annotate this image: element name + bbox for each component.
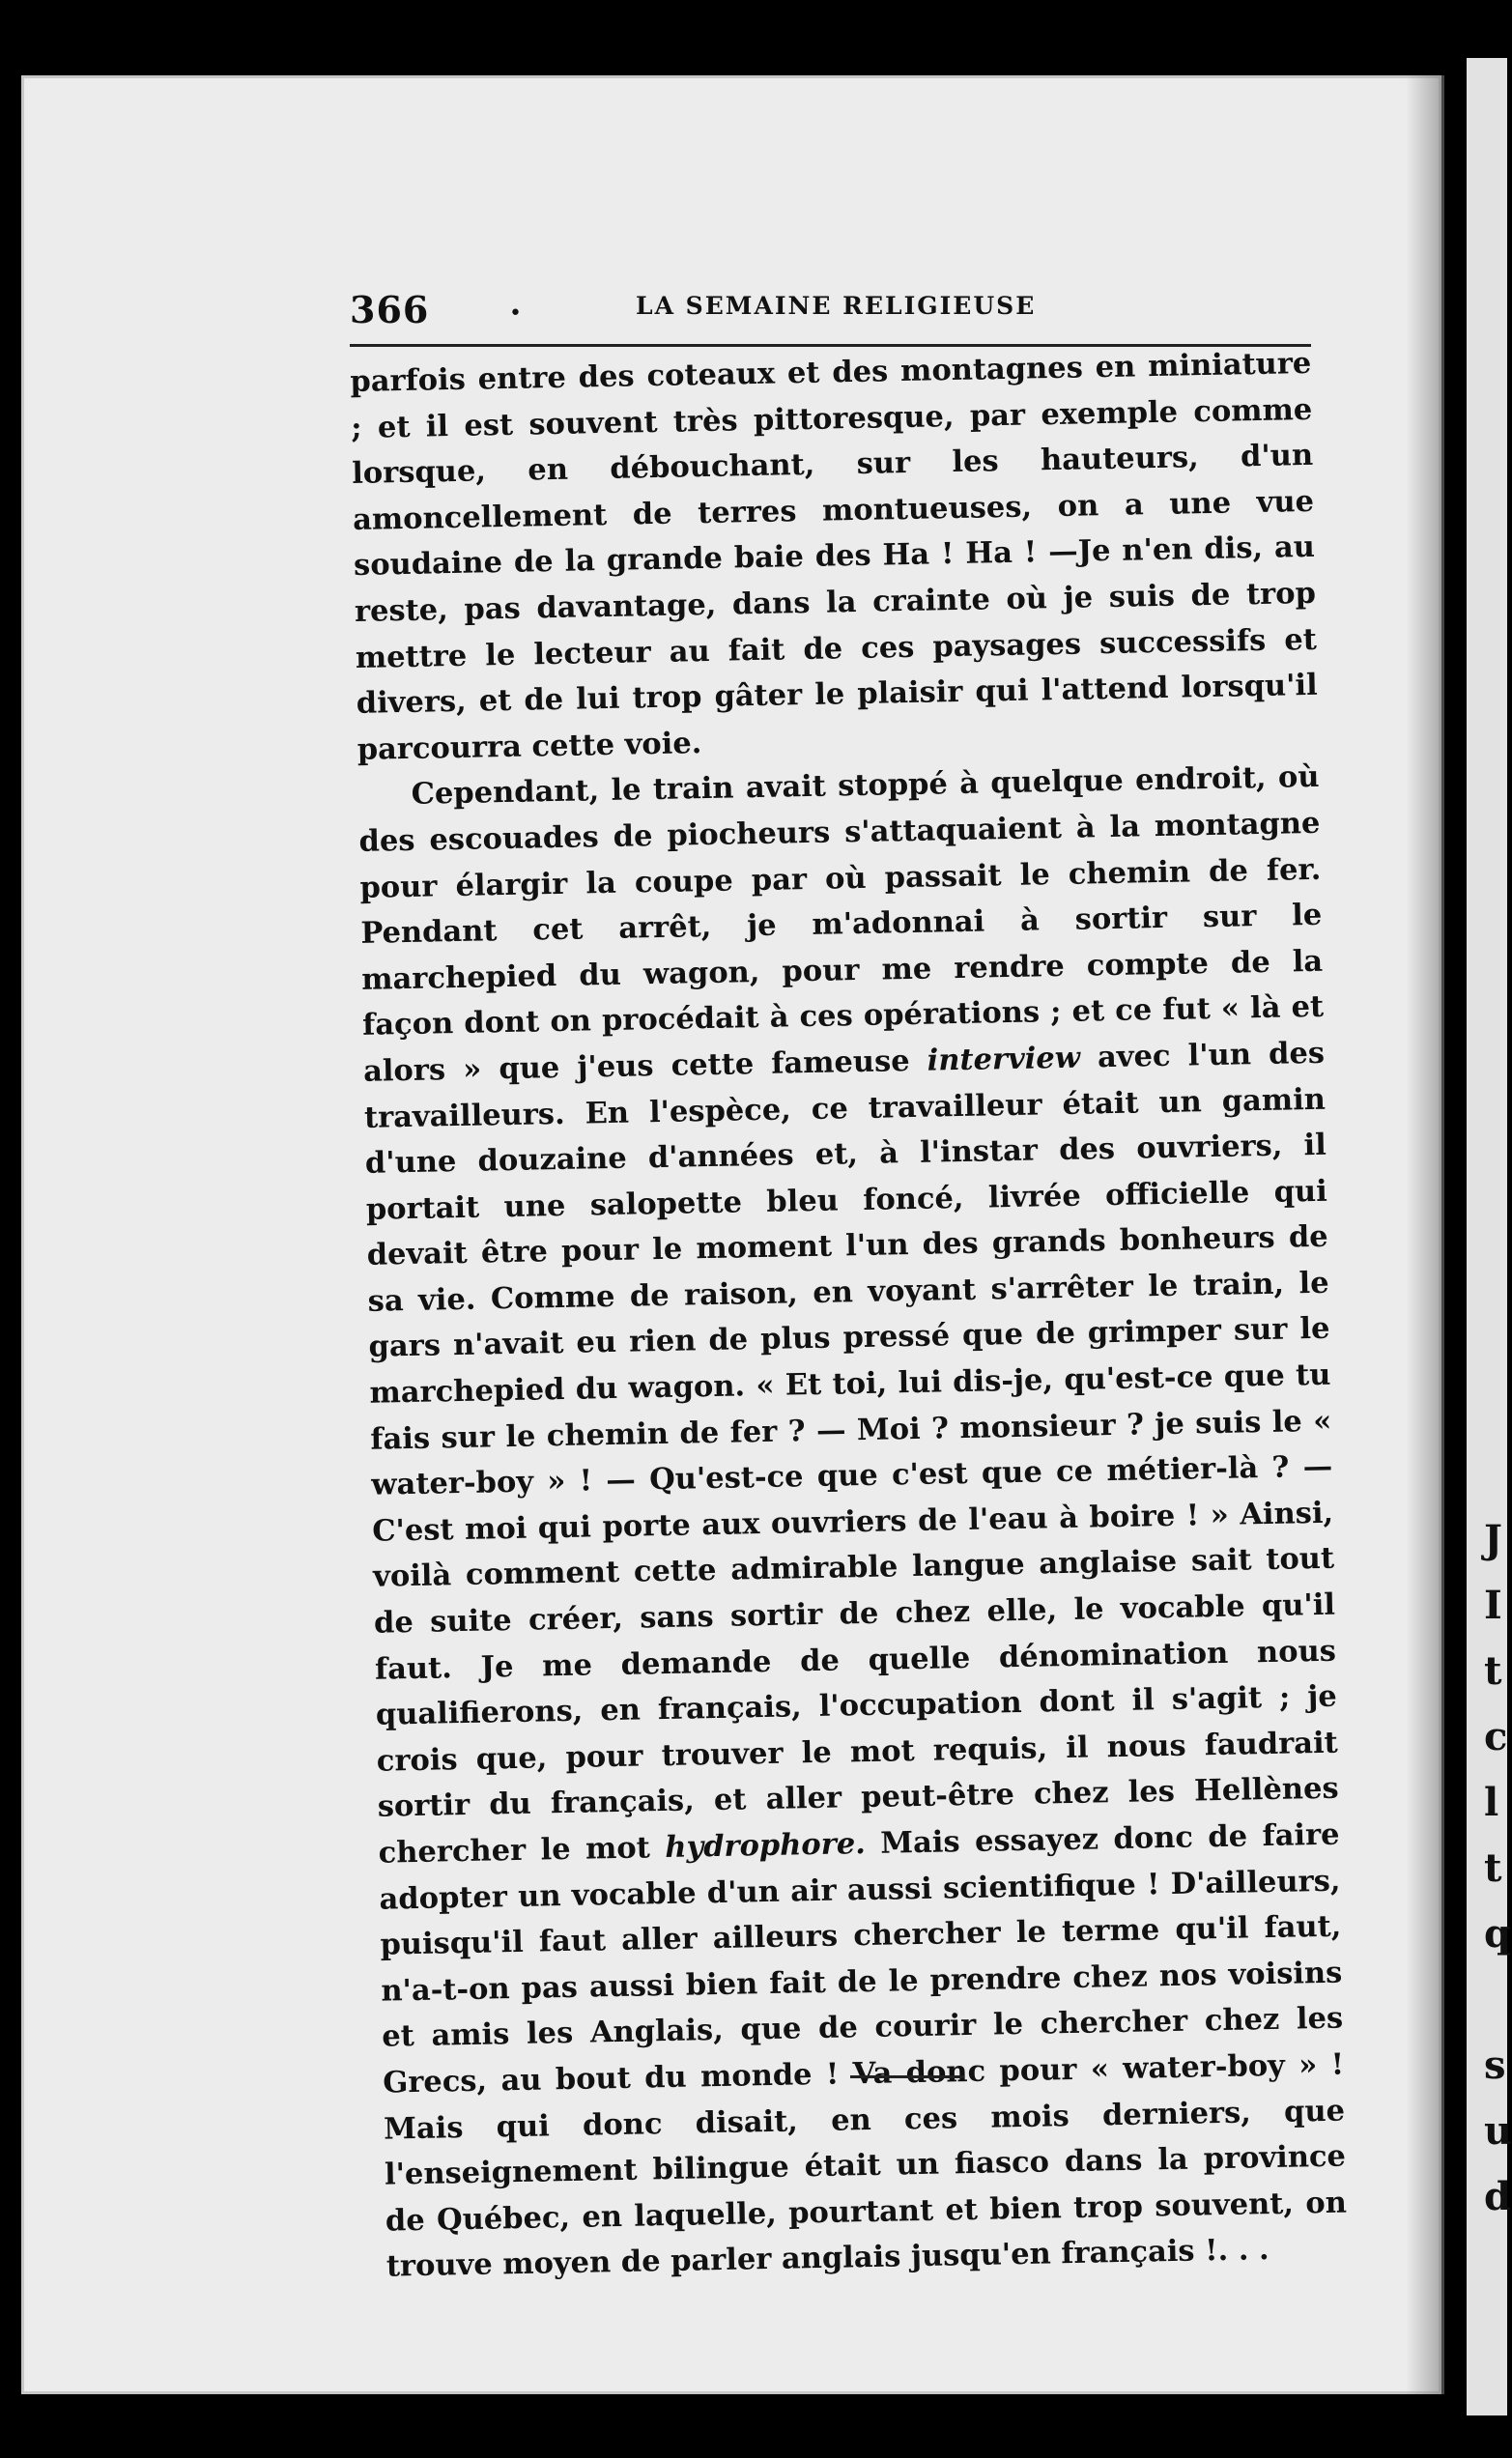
paragraph-2 <box>357 755 1348 2290</box>
italic-interview: interview <box>927 1040 1081 1078</box>
italic-hydrophore: hydrophore. <box>664 1826 867 1866</box>
paragraph-1: parfois entre des coteaux et des montagnes en miniature ; et il est souvent très pittoresque, par exemple comme lorsque, en débouchant, sur les hauteurs, d'un amoncellement de terres montueuses, on a une vue soudaine de la grande baie des Ha ! Ha ! —Je n'en dis, au reste, pas davantage, dans la crainte où je suis de trop mettre le lecteur au fait de ces paysages successifs et divers, et de lui trop gâter le plaisir qui l'attend lorsqu'il parcourra cette voie. <box>350 345 1318 767</box>
section-end-rule <box>850 2075 964 2078</box>
page-gutter-shadow <box>1406 75 1444 2394</box>
running-title: LA SEMAINE RELIGIEUSE <box>636 292 1037 320</box>
page-header <box>350 288 1311 346</box>
paragraph-2-part-2: avec l'un des travailleurs. En l'espèce, ce travailleur était un gamin d'une douzaine d'années et, à l'instar des ouvriers, il portait une salopette bleu foncé, livrée officielle qui devait être pour le moment l'un des grands bonheurs de sa vie. Comme de raison, en voyant s'arrêter le train, le gars n'avait eu rien de plus pressé que de grimper sur le marchepied du wagon. « Et toi, lui dis-je, qu'est-ce que tu fais sur le chemin de fer ? — Moi ? monsieur ? je suis le « water-boy » ! — Qu'est-ce que c'est que ce métier-là ? — C'est moi qui porte aux ouvriers de l'eau à boire ! » Ainsi, voilà comment cette admirable langue anglaise sait tout de suite créer, sans sortir de chez elle, le vocable qu'il faut. Je me demande de quelle dénomination nous qualifierons, en français, l'occupation dont il s'agit ; je crois que, pour trouver le mot requis, il nous faudrait sortir du français, et aller peut-être chez les Hellènes chercher le mot <box>363 1035 1339 1871</box>
paragraph-2-part-1: Cependant, le train avait stoppé à quelque endroit, où des escouades de piocheurs s'attaquaient à la montagne pour élargir la coupe par où passait le chemin de fer. Pendant cet arrêt, je m'adonnai à sortir sur le marchepied du wagon, pour me rendre compte de la façon dont on procédait à ces opérations ; et ce fut « là et alors » que j'eus cette fameuse <box>358 759 1325 1089</box>
paragraph-2-part-3: Mais essayez donc de faire adopter un vocable d'un air aussi scientifique ! D'ailleurs, puisqu'il faut aller ailleurs chercher le terme qu'il faut, n'a-t-on pas aussi bien fait de le prendre chez nos voisins et amis les Anglais, que de courir le chercher chez les Grecs, au bout du monde ! Va donc pour « water-boy » ! Mais qui donc disait, en ces mois derniers, que l'enseignement bilingue était un fiasco dans la province de Québec, en laquelle, pourtant et bien trop souvent, on trouve moyen de parler anglais jusqu'en français !. . . <box>379 1816 1348 2284</box>
body-text <box>350 341 1348 2291</box>
neighbor-page-text: J I t c l t q s u d <box>1484 1517 1512 2219</box>
page-number: 366 <box>350 288 430 331</box>
header-ornament: • <box>509 301 522 326</box>
